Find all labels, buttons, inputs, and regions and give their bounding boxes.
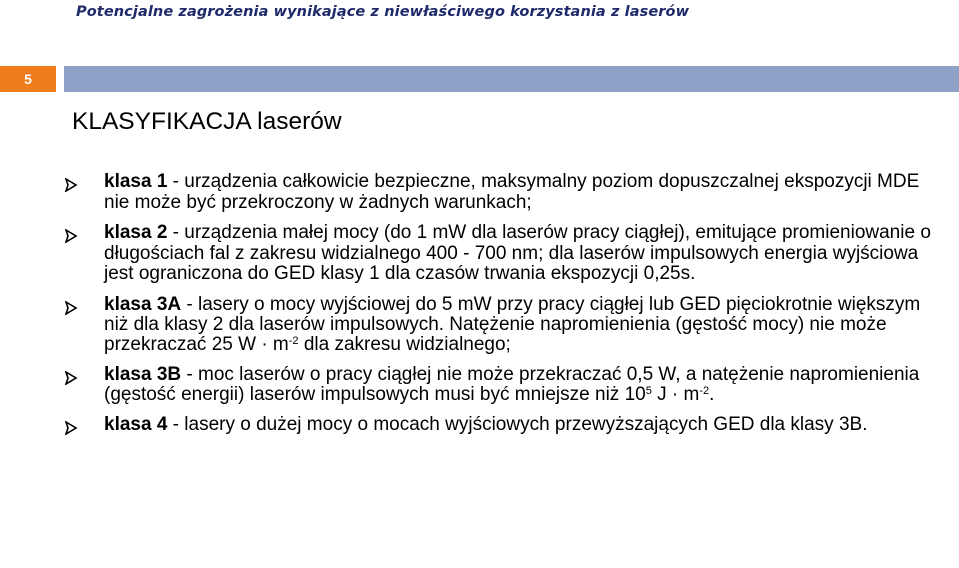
class-label: klasa 3A	[104, 293, 182, 315]
list-item	[64, 365, 944, 405]
item-description: - lasery o mocy wyjściowej do 5 mW przy pracy ciągłej lub GED pięciokrotnie większym niż dla klasy 2 dla laserów impulsowych. Natężenie napromienienia (gęstość mocy) nie może przekraczać 25 W · m	[104, 293, 921, 355]
item-text	[104, 223, 944, 285]
list-item	[64, 295, 944, 355]
presentation-header: Potencjalne zagrożenia wynikające z niewłaściwego korzystania z laserów	[76, 4, 690, 20]
superscript: 5	[645, 384, 652, 397]
slide-title: KLASYFIKACJA laserów	[72, 108, 342, 135]
item-text	[104, 415, 944, 436]
slide-number-badge: 5	[0, 66, 56, 92]
class-label: klasa 4	[104, 413, 168, 435]
item-description: - urządzenia całkowicie bezpieczne, maksymalny poziom dopuszczalnej ekspozycji MDE nie może być przekroczony w żadnych warunkach;	[104, 171, 920, 213]
item-description-end: dla zakresu widzialnego;	[298, 333, 511, 355]
item-text	[104, 295, 944, 355]
item-description: - urządzenia małej mocy (do 1 mW dla laserów pracy ciągłej), emitujące promieniowanie o długościach fal z zakresu widzialnego 400 - 700 nm; dla laserów impulsowych energia wyjściowa jest ograniczona do GED klasy 1 dla czasów trwania ekspozycji 0,25s.	[104, 222, 931, 284]
item-description: - lasery o dużej mocy o mocach wyjściowych przewyższających GED dla klasy 3B.	[167, 413, 868, 435]
list-item	[64, 172, 944, 213]
item-description-mid: J · m	[651, 383, 700, 405]
superscript: -2	[699, 384, 710, 397]
class-label: klasa 3B	[104, 363, 182, 385]
item-description: - moc laserów o pracy ciągłej nie może przekraczać 0,5 W, a natężenie napromienienia (gęstość energii) laserów impulsowych musi być mniejsze niż 10	[104, 363, 920, 405]
list-item	[64, 415, 944, 436]
header-bar	[64, 66, 959, 92]
item-text	[104, 172, 944, 213]
arrow-bullet-icon	[64, 301, 78, 315]
class-label: klasa 2	[104, 222, 168, 243]
list-item	[64, 223, 944, 285]
item-description-end: .	[709, 383, 715, 405]
superscript: -2	[288, 334, 299, 347]
arrow-bullet-icon	[64, 229, 78, 243]
arrow-bullet-icon	[64, 178, 78, 192]
class-label: klasa 1	[104, 171, 168, 192]
bullet-list	[64, 172, 944, 445]
arrow-bullet-icon	[64, 371, 78, 385]
arrow-bullet-icon	[64, 421, 78, 435]
item-text	[104, 365, 944, 405]
